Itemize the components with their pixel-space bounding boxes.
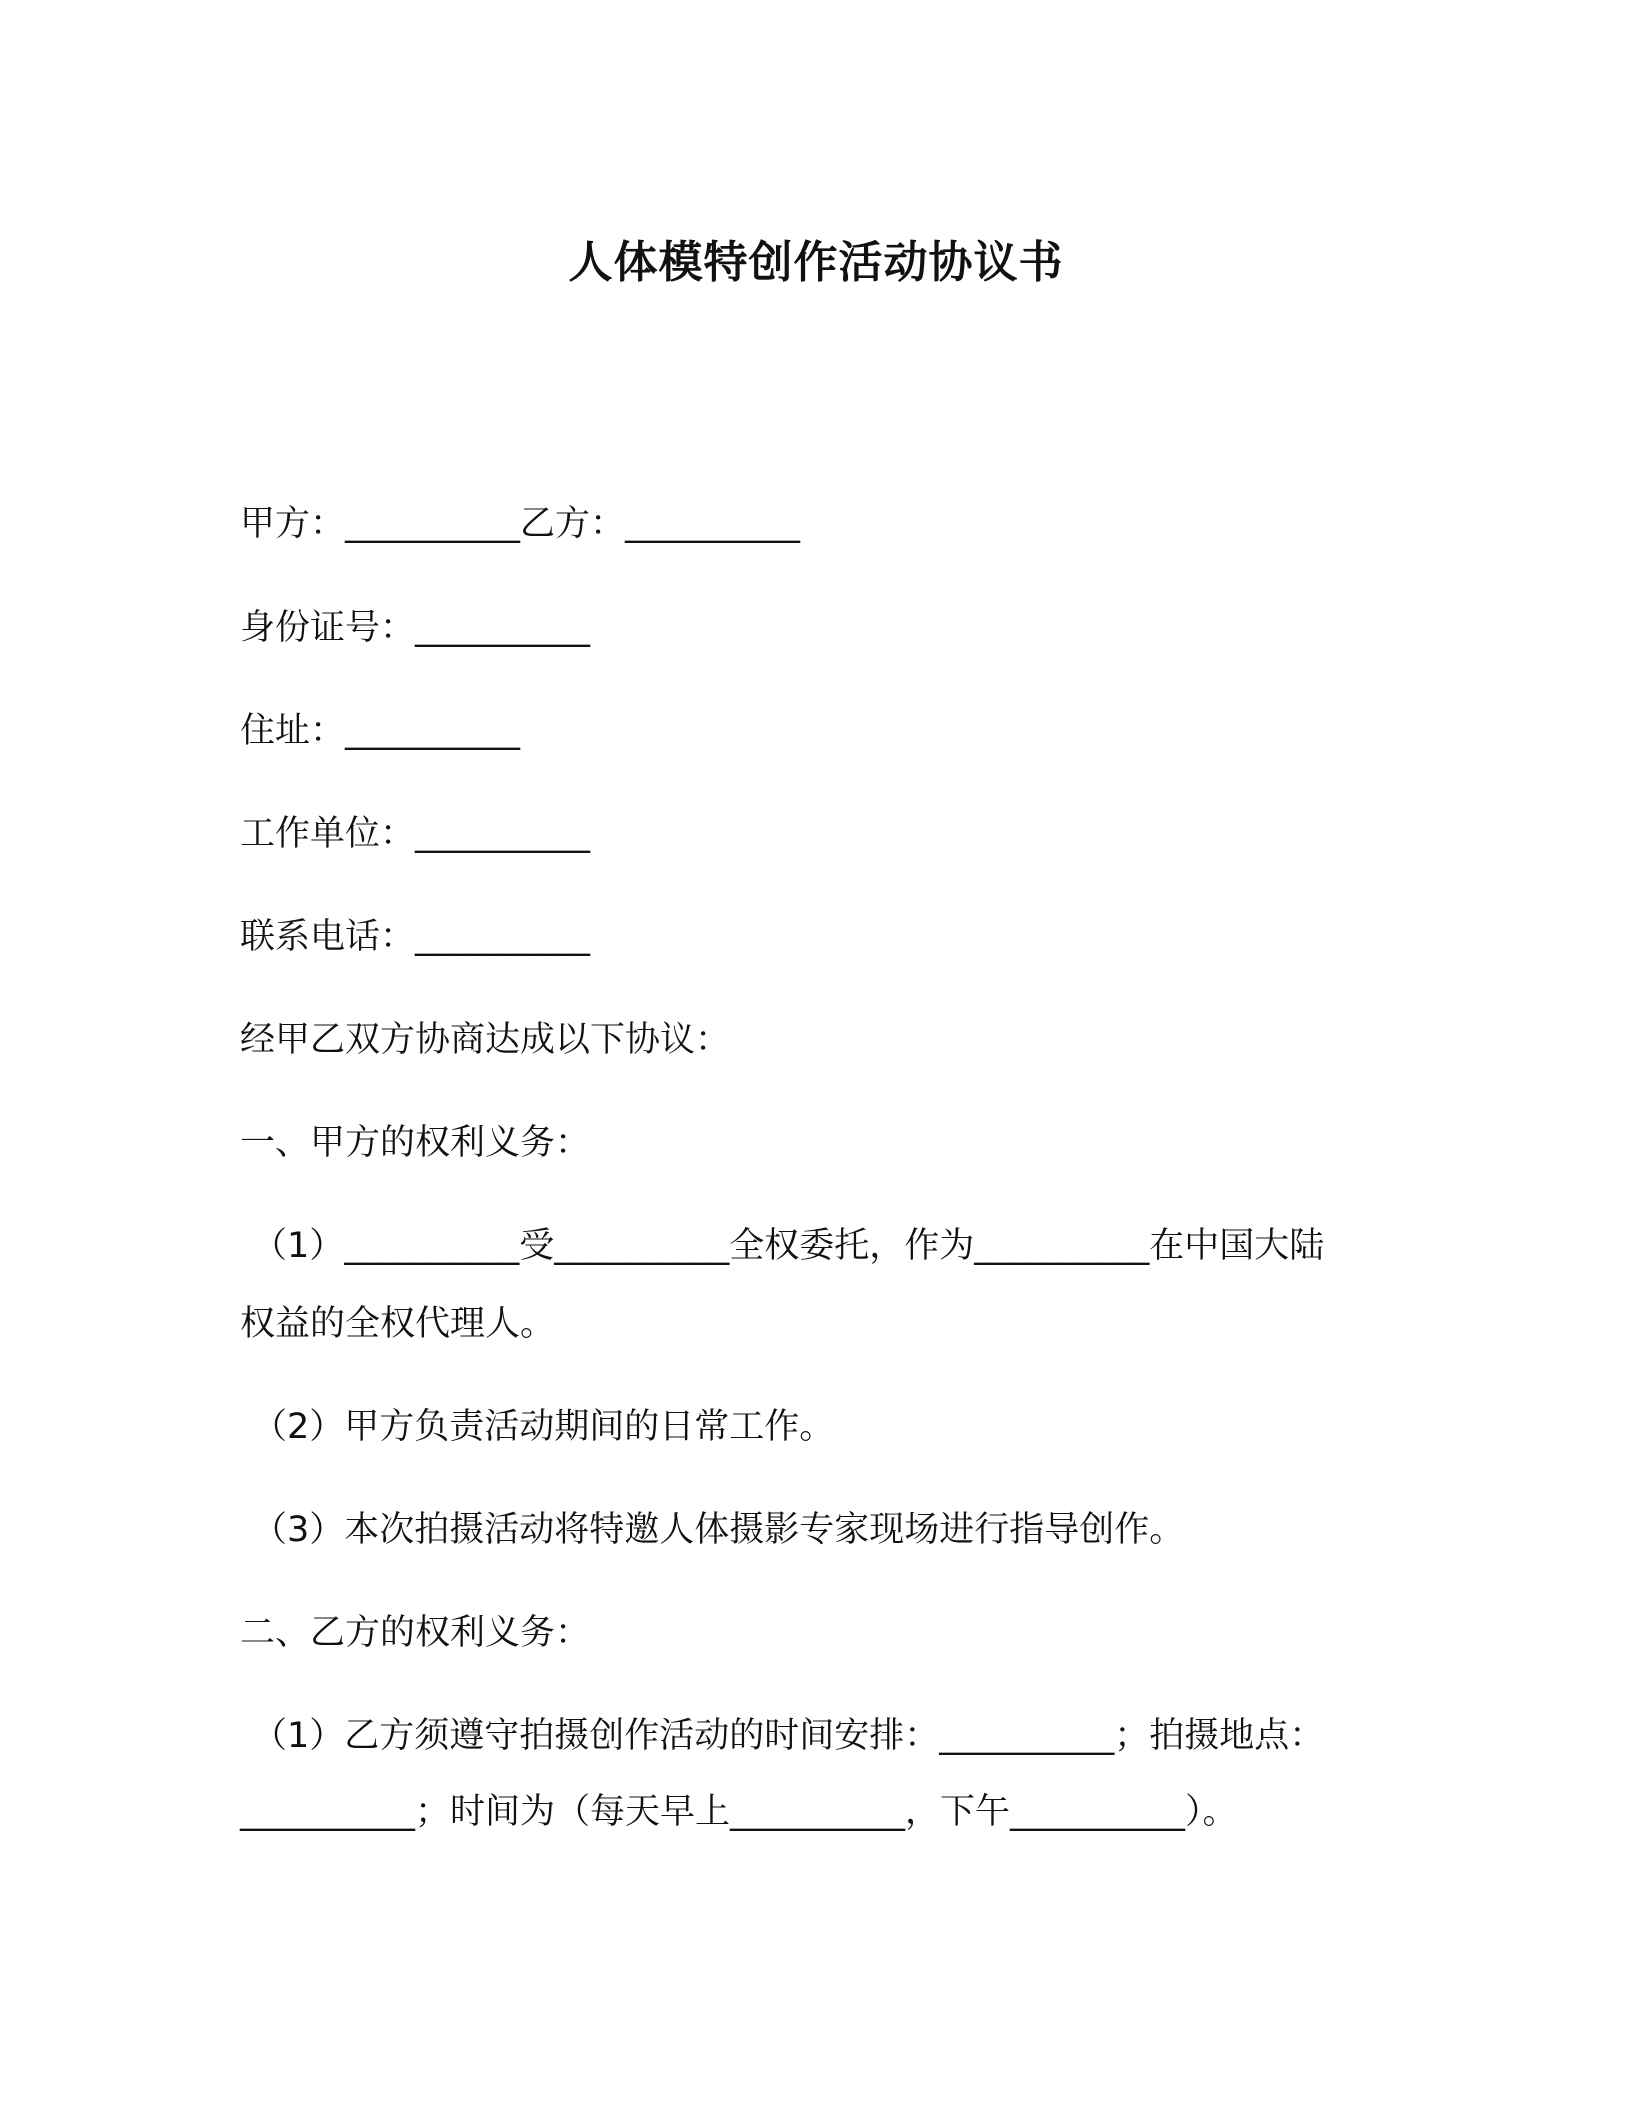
phone-line: 联系电话：__________ [240, 917, 591, 957]
section2-heading: 二、乙方的权利义务： [240, 1613, 591, 1653]
parties-line: 甲方：__________乙方：__________ [240, 504, 801, 544]
section2-item1-line2: __________；时间为（每天早上__________，下午__________）。 [240, 1792, 1238, 1832]
section1-item1-line2: 权益的全权代理人。 [240, 1304, 556, 1344]
document-title: 人体模特创作活动协议书 [568, 237, 1064, 288]
id-number-line: 身份证号：__________ [240, 608, 591, 648]
section1-item3: （3）本次拍摄活动将特邀人体摄影专家现场进行指导创作。 [252, 1510, 1185, 1550]
work-unit-line: 工作单位：__________ [240, 814, 591, 854]
section1-item2: （2）甲方负责活动期间的日常工作。 [252, 1407, 835, 1447]
section2-item1-line1: （1）乙方须遵守拍摄创作活动的时间安排：__________；拍摄地点： [252, 1716, 1325, 1756]
intro-paragraph: 经甲乙双方协商达成以下协议： [240, 1020, 731, 1060]
address-line: 住址：__________ [240, 711, 521, 751]
section1-heading: 一、甲方的权利义务： [240, 1123, 591, 1163]
section1-item1-line1: （1）__________受__________全权委托，作为__________在中国大陆 [252, 1226, 1325, 1266]
